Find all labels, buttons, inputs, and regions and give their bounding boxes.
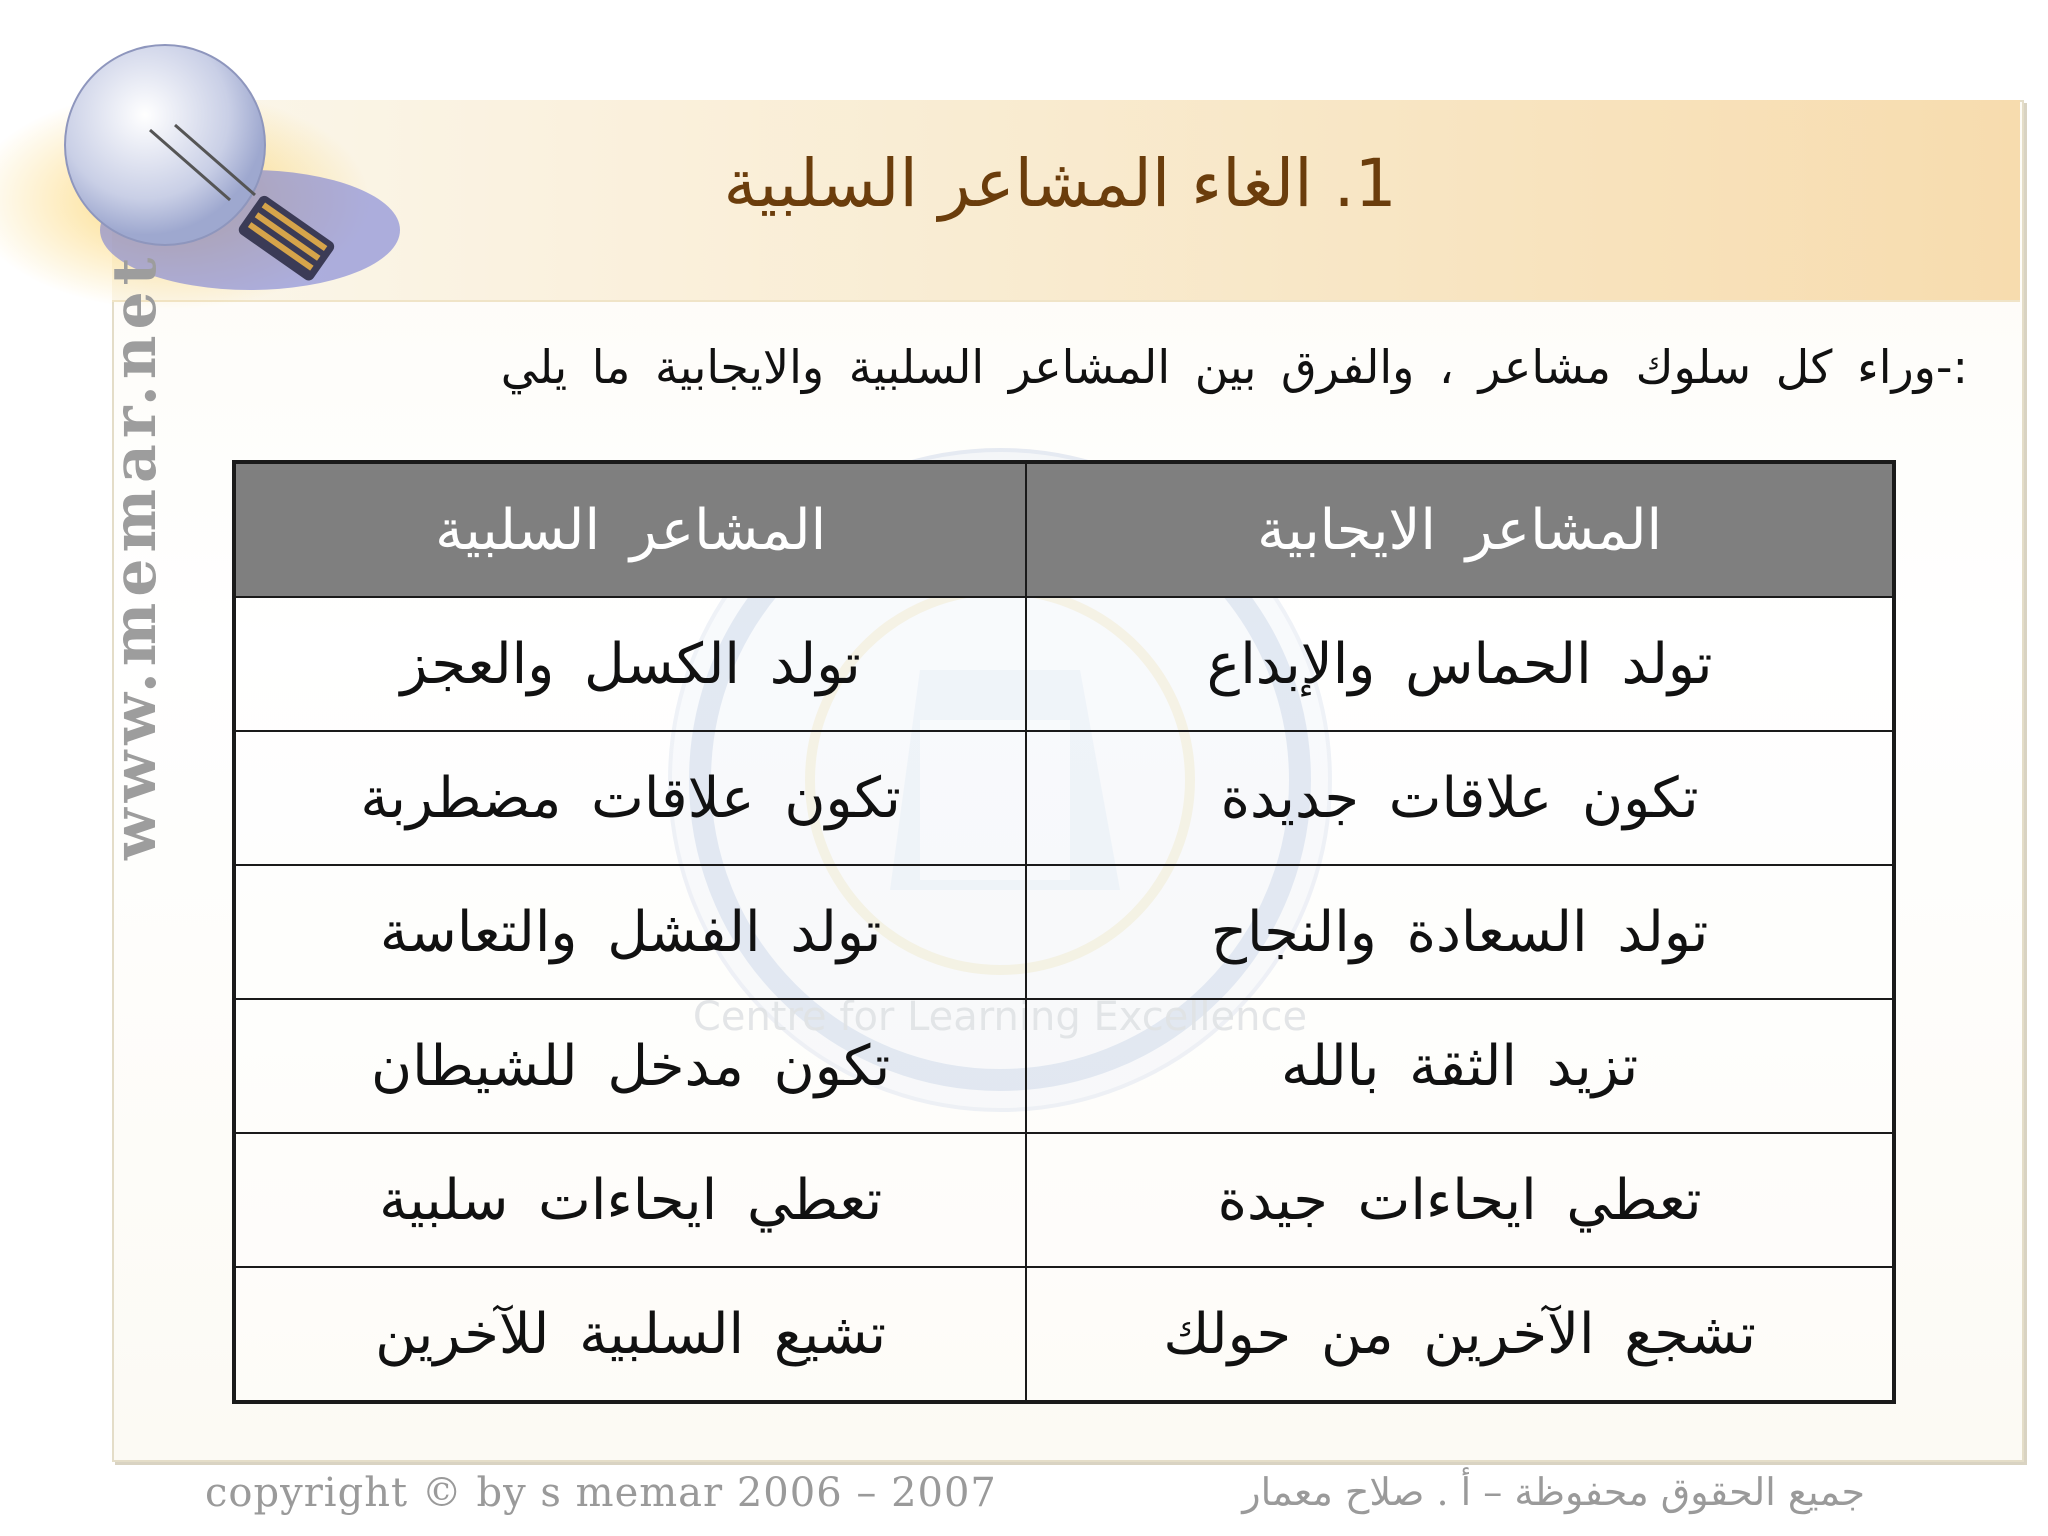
cell-positive: تشجع الآخرين من حولك [1026, 1267, 1894, 1402]
cell-negative: تكون مدخل للشيطان [234, 999, 1026, 1133]
table-row [234, 999, 1894, 1133]
cell-negative: تعطي ايحاءات سلبية [234, 1133, 1026, 1267]
footer-copyright-en: copyright © by s memar 2006 – 2007 [205, 1470, 997, 1516]
header-positive: المشاعر الايجابية [1026, 462, 1894, 597]
cell-negative: تولد الكسل والعجز [234, 597, 1026, 731]
table-row [234, 1133, 1894, 1267]
header-negative: المشاعر السلبية [234, 462, 1026, 597]
table-row [234, 597, 1894, 731]
cell-negative: تشيع السلبية للآخرين [234, 1267, 1026, 1402]
emotions-table [232, 460, 1896, 1404]
table-header-row [234, 462, 1894, 597]
footer-copyright-ar: جميع الحقوق محفوظة – أ . صلاح معمار [1242, 1470, 1865, 1514]
cell-positive: تولد السعادة والنجاح [1026, 865, 1894, 999]
footer [205, 1470, 1865, 1530]
table-row [234, 731, 1894, 865]
table-row [234, 865, 1894, 999]
cell-positive: تكون علاقات جديدة [1026, 731, 1894, 865]
cell-positive: تولد الحماس والإبداع [1026, 597, 1894, 731]
table-row [234, 1267, 1894, 1402]
seal-bottom-text: Centre for Learning Excellence [692, 994, 1308, 1040]
cell-negative: تولد الفشل والتعاسة [234, 865, 1026, 999]
side-watermark: www.memar.net [100, 251, 170, 860]
cell-positive: تعطي ايحاءات جيدة [1026, 1133, 1894, 1267]
slide-title: 1. الغاء المشاعر السلبية [723, 145, 1397, 222]
intro-text: :-وراء كل سلوك مشاعر ، والفرق بين المشاعر السلبية والايجابية ما يلي [500, 340, 1968, 394]
cell-negative: تكون علاقات مضطربة [234, 731, 1026, 865]
cell-positive: تزيد الثقة بالله [1026, 999, 1894, 1133]
